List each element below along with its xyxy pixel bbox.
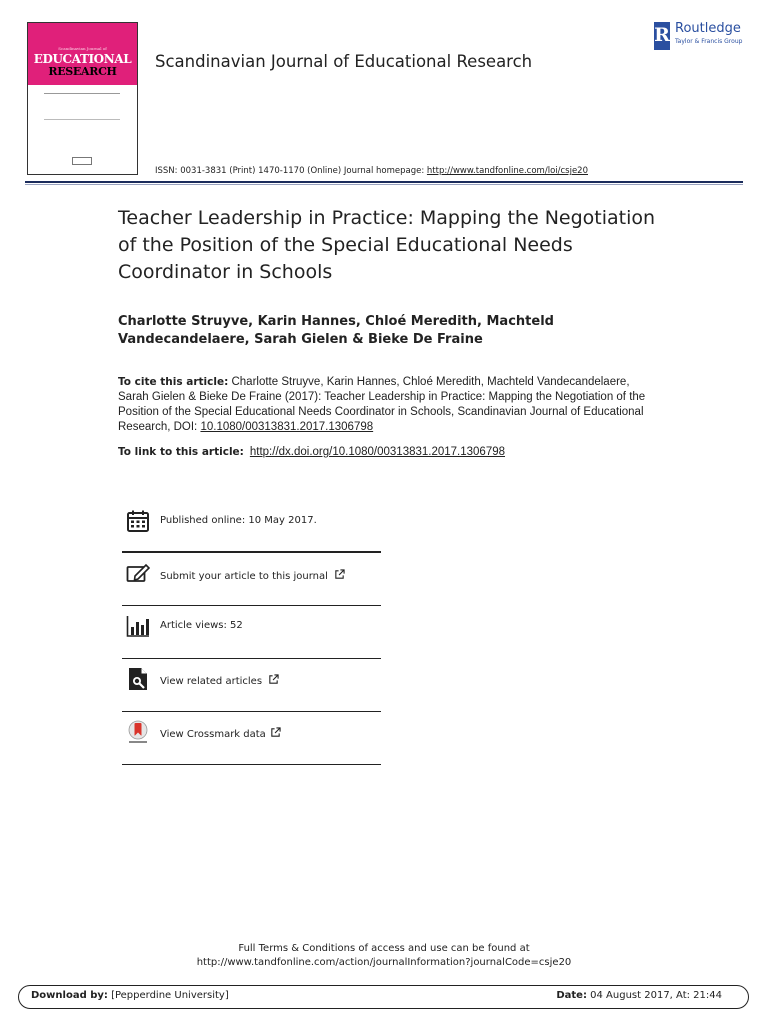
cover-title-line-1: EDUCATIONAL [33, 52, 132, 66]
crossmark-label: View Crossmark data [160, 729, 266, 740]
related-articles-label: View related articles [160, 676, 263, 687]
article-title: Teacher Leadership in Practice: Mapping the Negotiation of the Position of the Special Educational Needs Coordinator in Schools [118, 207, 656, 283]
published-online-row [122, 496, 381, 548]
terms-notice [0, 942, 768, 970]
submit-article-link[interactable] [160, 569, 345, 582]
edit-icon [126, 562, 150, 586]
calendar-icon [126, 509, 150, 533]
cover-divider [44, 119, 120, 120]
citation-block [118, 375, 658, 435]
terms-line-2[interactable]: http://www.tandfonline.com/action/journalInformation?journalCode=csje20 [196, 957, 572, 968]
publisher-name: Routledge [675, 21, 741, 36]
article-link-label: To link to this article: [118, 446, 244, 458]
article-doi-link[interactable]: http://dx.doi.org/10.1080/00313831.2017.1306798 [249, 446, 506, 458]
terms-line-1: Full Terms & Conditions of access and use can be found at [238, 943, 530, 954]
citation-doi-link[interactable]: 10.1080/00313831.2017.1306798 [200, 421, 374, 433]
citation-text: Charlotte Struyve, Karin Hannes, Chloé Meredith, Machteld Vandecandelaere, Sarah Gielen & Bieke De Fraine (2017): Teacher Leadership in Practice: Mapping the Negotiation of the Position of the Special Educational Needs Coordinator in Schools, Scandinavian Journal of Educational Research, DOI: [118, 376, 646, 433]
document-search-icon [126, 667, 150, 691]
submit-article-row[interactable] [122, 553, 381, 605]
citation-label: To cite this article: [118, 376, 229, 388]
info-divider [122, 764, 381, 765]
external-link-icon [334, 569, 345, 580]
crossmark-link[interactable] [160, 727, 281, 740]
header-rule-thin [25, 184, 743, 185]
download-date-label: Date: [556, 990, 587, 1001]
cover-title-line-2: RESEARCH [48, 65, 117, 78]
article-link-line [118, 446, 678, 458]
crossmark-row[interactable] [122, 712, 381, 764]
crossmark-icon [126, 720, 150, 744]
external-link-icon [268, 674, 279, 685]
article-views-text: Article views: 52 [160, 620, 243, 631]
journal-title: Scandinavian Journal of Educational Research [155, 52, 533, 71]
cover-small-text: Scandinavian Journal of [58, 46, 107, 51]
download-date-value: 04 August 2017, At: 21:44 [590, 990, 722, 1001]
download-by-label: Download by: [31, 990, 108, 1001]
cover-divider [44, 93, 120, 94]
routledge-r-icon: R [654, 22, 670, 50]
article-authors: Charlotte Struyve, Karin Hannes, Chloé Meredith, Machteld Vandecandelaere, Sarah Gielen & Bieke De Fraine [118, 314, 554, 347]
issn-text: ISSN: 0031-3831 (Print) 1470-1170 (Online) Journal homepage: [155, 166, 425, 176]
published-online-text: Published online: 10 May 2017. [160, 515, 317, 526]
publisher-subtitle: Taylor & Francis Group [675, 38, 743, 45]
issn-line [155, 166, 588, 176]
external-link-icon [270, 727, 281, 738]
download-by [31, 990, 229, 1001]
related-articles-link[interactable] [160, 674, 279, 687]
related-articles-row[interactable] [122, 659, 381, 711]
article-views-row [122, 606, 381, 658]
journal-homepage-link[interactable]: http://www.tandfonline.com/loi/csje20 [426, 166, 588, 176]
submit-article-label: Submit your article to this journal [160, 571, 328, 582]
download-date [556, 990, 722, 1001]
download-info-bar [18, 985, 749, 1009]
download-by-value: [Pepperdine University] [111, 990, 229, 1001]
cover-publisher-mark [72, 157, 92, 165]
publisher-logo [654, 20, 750, 52]
header-rule [25, 181, 743, 183]
bar-chart-icon [126, 614, 150, 638]
journal-cover-image [27, 22, 138, 175]
